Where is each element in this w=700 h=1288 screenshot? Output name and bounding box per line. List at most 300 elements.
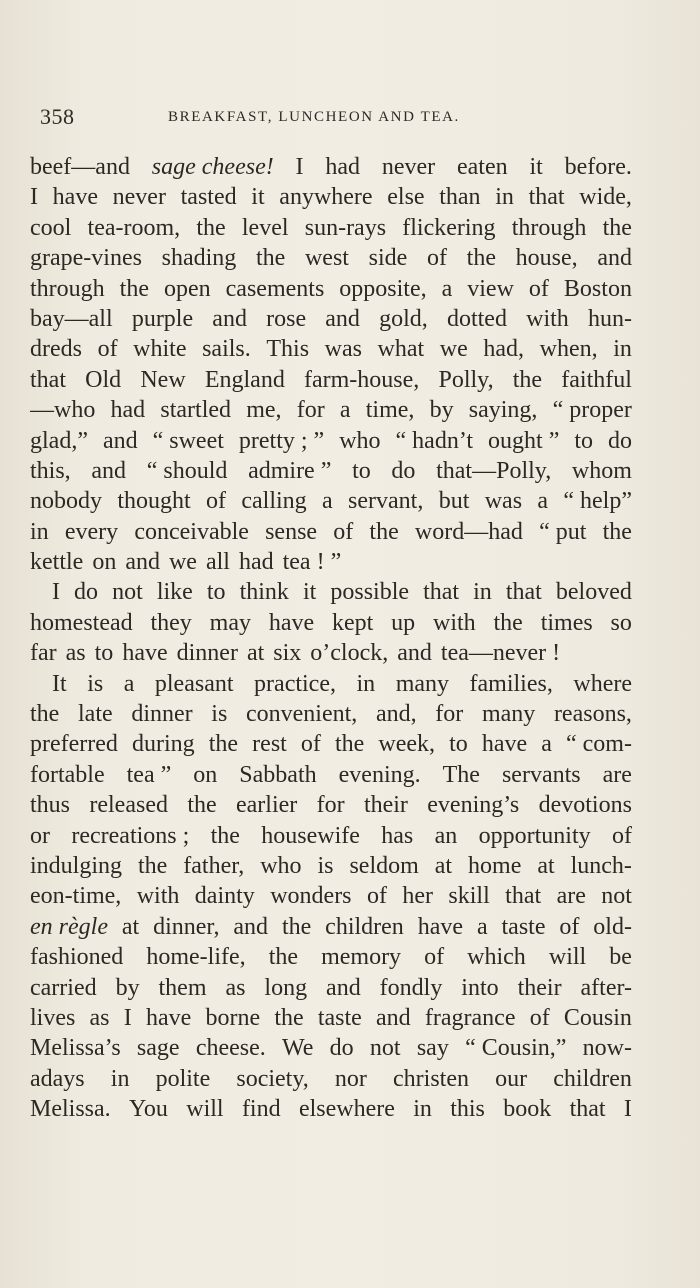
text-word: cool [30, 214, 72, 241]
text-word: taste [501, 913, 546, 940]
text-word: the [493, 609, 523, 636]
text-word: flickering [402, 214, 496, 241]
text-word: with [136, 883, 180, 910]
text-word: find [241, 1096, 281, 1123]
text-word: as [65, 640, 86, 667]
text-word: white [133, 336, 187, 363]
text-word: “ should [146, 457, 228, 484]
text-word: say [416, 1035, 449, 1062]
text-word: The [442, 761, 480, 788]
text-word: servants [501, 761, 581, 788]
text-word: through [30, 275, 105, 302]
text-word: them [158, 974, 207, 1001]
text-word: when, [539, 336, 598, 363]
text-word: purple [131, 305, 194, 332]
text-word: saying, [468, 397, 538, 424]
text-word: on [92, 549, 117, 576]
text-word: eaten [456, 154, 508, 180]
text-word: families, [469, 670, 553, 697]
text-word: wide, [579, 184, 632, 211]
text-line [30, 729, 632, 759]
running-head: BREAKFAST, LUNCHEON AND TEA. [168, 109, 460, 125]
text-word: possible [330, 579, 410, 606]
text-word: This [266, 336, 310, 363]
text-word: “ Cousin,” [465, 1035, 567, 1062]
text-word: thus [30, 792, 71, 819]
text-word: children [553, 1065, 632, 1092]
body-text [30, 152, 632, 1125]
text-word: of [206, 488, 227, 515]
text-word: whom [571, 457, 632, 484]
text-word: convenient, [245, 701, 358, 728]
text-line [30, 669, 632, 699]
text-word: it [251, 184, 265, 211]
text-line [30, 182, 632, 212]
text-word: the [137, 852, 168, 879]
text-line [30, 912, 632, 942]
page-number: 358 [40, 104, 75, 129]
text-word: is [211, 701, 228, 728]
text-word: side [368, 245, 408, 272]
text-word: dinner [176, 640, 238, 667]
text-word: “ sweet [152, 427, 224, 454]
text-word: are [556, 883, 586, 910]
text-word: rose [266, 305, 307, 332]
text-word: and [397, 640, 432, 667]
text-word: than [439, 184, 481, 211]
text-word: the [512, 366, 543, 393]
text-word: which [467, 944, 526, 971]
text-line [30, 608, 632, 638]
text-word: sense [265, 518, 318, 545]
text-line [30, 942, 632, 972]
text-word: I [30, 184, 38, 211]
text-word: the [369, 518, 399, 545]
text-word: not [369, 1035, 401, 1062]
text-word: during [132, 731, 195, 758]
text-word: a [541, 731, 552, 758]
text-word: times [540, 609, 593, 636]
text-word: England [204, 366, 285, 393]
text-word: I [123, 1004, 132, 1031]
text-word: be [609, 944, 632, 971]
text-word: to [352, 457, 371, 484]
text-word: Sabbath [239, 761, 317, 788]
text-word: of [97, 336, 118, 363]
text-word: beef—and [30, 154, 130, 180]
text-word: anywhere [279, 184, 373, 211]
text-word: wonders [270, 883, 352, 910]
text-word: their [517, 974, 562, 1001]
text-word: Cousin [563, 1004, 632, 1031]
text-word: servant, [348, 488, 424, 515]
text-line [30, 152, 632, 182]
text-word: of [611, 822, 632, 849]
text-line [30, 821, 632, 851]
text-word: had, [483, 336, 525, 363]
text-word: eon-time, [30, 883, 122, 910]
text-word: recreations ; [71, 822, 190, 849]
text-word: the [30, 701, 60, 728]
text-word: seldom [349, 852, 419, 879]
text-word: every [64, 518, 119, 545]
text-word: will [186, 1096, 224, 1123]
text-word: but [438, 488, 470, 515]
text-word: Boston [563, 275, 632, 302]
text-word: have [417, 913, 464, 940]
text-word: like [156, 579, 193, 606]
text-line [30, 1003, 632, 1033]
text-word: never [112, 184, 166, 211]
text-word: grape-vines [30, 245, 142, 272]
text-word: rest [252, 731, 287, 758]
text-word: in [413, 1096, 432, 1123]
text-word: what [377, 336, 425, 363]
text-word: the [210, 822, 240, 849]
text-word: and [325, 305, 360, 332]
text-word: where [573, 670, 632, 697]
text-word: opposite, [339, 275, 427, 302]
text-word: by [115, 974, 140, 1001]
text-word: dainty [194, 883, 255, 910]
text-word: long [264, 974, 308, 1001]
text-word: and [125, 549, 160, 576]
text-word: on [193, 761, 218, 788]
text-word: memory [321, 944, 402, 971]
text-word: of [333, 518, 354, 545]
text-word: bay—all [30, 305, 113, 332]
text-word: was [324, 336, 362, 363]
text-line [30, 790, 632, 820]
text-word: beloved [555, 579, 632, 606]
text-word: her [402, 883, 433, 910]
text-word: do [608, 427, 632, 454]
text-word: to [206, 579, 226, 606]
text-word: the [281, 913, 312, 940]
text-word: we [168, 549, 197, 576]
text-word: through [511, 214, 587, 241]
text-word: not [601, 883, 632, 910]
text-word: word—had [414, 518, 523, 545]
text-word: preferred [30, 731, 118, 758]
text-word: kettle [30, 549, 84, 576]
text-word: a [322, 488, 333, 515]
text-word: many [481, 701, 536, 728]
text-word: for [296, 397, 325, 424]
text-line [30, 881, 632, 911]
text-word: has [381, 822, 414, 849]
text-word: —who [30, 397, 96, 424]
text-line [30, 638, 632, 668]
text-word: “ help” [563, 488, 632, 515]
text-line [30, 699, 632, 729]
text-word: sun-rays [304, 214, 387, 241]
page-header [40, 104, 630, 134]
text-word: the [334, 731, 365, 758]
text-word: en règle [30, 913, 108, 940]
text-word: dinner [131, 701, 193, 728]
text-word: have [122, 640, 168, 667]
text-word: cheese. [195, 1035, 266, 1062]
text-word: evening’s [427, 792, 520, 819]
text-word: tea-room, [87, 214, 181, 241]
text-word: children [325, 913, 404, 940]
text-word: father, [183, 852, 245, 879]
text-word: evening. [338, 761, 421, 788]
text-word: many [395, 670, 450, 697]
text-word: dotted [446, 305, 507, 332]
text-word: the [602, 518, 632, 545]
text-word: carried [30, 974, 97, 1001]
text-word: view [467, 275, 514, 302]
text-word: to [574, 427, 594, 454]
text-word: dreds [30, 336, 82, 363]
text-word: do [74, 579, 99, 606]
text-word: tea—never ! [440, 640, 561, 667]
text-word: and [326, 974, 361, 1001]
text-word: glad,” [30, 427, 88, 454]
text-word: of [559, 913, 580, 940]
text-word: It [52, 670, 67, 697]
text-word: tea ! ” [282, 549, 342, 576]
text-line [30, 577, 632, 607]
text-word: devotions [538, 792, 632, 819]
text-word: home-life, [146, 944, 246, 971]
text-word: far [30, 640, 57, 667]
text-word: late [78, 701, 113, 728]
text-word: was [484, 488, 523, 515]
text-word: for [316, 792, 345, 819]
text-word: this, [30, 457, 71, 484]
text-word: level [241, 214, 289, 241]
text-word: with [526, 305, 569, 332]
text-word: We [282, 1035, 314, 1062]
text-word: before. [564, 154, 632, 180]
text-word: of [528, 275, 549, 302]
text-word: so [610, 609, 632, 636]
text-word: skill [448, 883, 490, 910]
text-word: had [325, 154, 361, 180]
text-word: is [87, 670, 104, 697]
text-word: Polly, [438, 366, 494, 393]
text-word: that [30, 366, 66, 393]
text-word: to [449, 731, 468, 758]
text-word: admire ” [248, 457, 332, 484]
text-word: do [329, 1035, 354, 1062]
text-word: New [140, 366, 186, 393]
text-word: calling [241, 488, 307, 515]
text-line [30, 456, 632, 486]
text-word: opportunity [478, 822, 591, 849]
text-word: taste [317, 1004, 362, 1031]
text-line [30, 1094, 632, 1124]
text-word: in [356, 670, 376, 697]
text-word: o’clock, [310, 640, 389, 667]
text-word: and, [375, 701, 417, 728]
text-word: startled [160, 397, 232, 424]
text-word: are [602, 761, 632, 788]
text-word: up [391, 609, 416, 636]
text-word: You [129, 1096, 168, 1123]
text-word: old- [593, 913, 632, 940]
text-word: elsewhere [298, 1096, 395, 1123]
text-word: hun- [587, 305, 632, 332]
text-word: the [255, 245, 286, 272]
text-word: into [461, 974, 499, 1001]
text-word: have [52, 184, 98, 211]
text-word: dinner, [153, 913, 220, 940]
text-word: book [503, 1096, 552, 1123]
text-word: of [300, 731, 321, 758]
text-line [30, 213, 632, 243]
text-word: in [613, 336, 632, 363]
text-word: west [304, 245, 349, 272]
text-word: with [433, 609, 476, 636]
text-word: that—Polly, [436, 457, 552, 484]
text-word: and [233, 913, 269, 940]
text-word: the [466, 245, 496, 272]
text-word: that [505, 579, 542, 606]
text-word: for [435, 701, 464, 728]
text-line [30, 760, 632, 790]
text-word: in [30, 518, 49, 545]
text-word: sage [136, 1035, 180, 1062]
text-word: released [89, 792, 168, 819]
text-word: gold, [379, 305, 428, 332]
text-word: Melissa’s [30, 1035, 121, 1062]
text-word: open [164, 275, 211, 302]
text-word: at [537, 852, 555, 879]
text-word: I [295, 154, 304, 180]
text-word: pleasant [154, 670, 234, 697]
text-word: christen [393, 1065, 470, 1092]
text-word: the [208, 731, 239, 758]
text-word: an [434, 822, 458, 849]
text-word: that [528, 184, 565, 211]
text-line [30, 1033, 632, 1063]
text-line [30, 365, 632, 395]
text-word: they [150, 609, 192, 636]
text-word: indulging [30, 852, 123, 879]
text-line [30, 547, 632, 577]
text-line [30, 973, 632, 1003]
text-line [30, 517, 632, 547]
text-word: as [225, 974, 246, 1001]
text-word: borne [205, 1004, 261, 1031]
text-line [30, 851, 632, 881]
text-word: tasted [180, 184, 237, 211]
text-word: and [597, 245, 632, 272]
text-word: that [569, 1096, 606, 1123]
text-word: society, [236, 1065, 309, 1092]
text-word: “ proper [552, 397, 632, 424]
text-word: at [246, 640, 265, 667]
text-word: after- [580, 974, 632, 1001]
text-line [30, 426, 632, 456]
text-word: sage cheese! [151, 154, 274, 180]
text-word: house, [515, 245, 578, 272]
text-word: is [317, 852, 334, 879]
text-word: else [387, 184, 425, 211]
text-word: will [548, 944, 587, 971]
text-line [30, 395, 632, 425]
text-word: ought ” [488, 427, 560, 454]
text-word: in [473, 579, 492, 606]
text-word: Old [85, 366, 122, 393]
text-word: never [381, 154, 436, 180]
text-word: as [89, 1004, 110, 1031]
text-line [30, 274, 632, 304]
text-word: by [429, 397, 454, 424]
text-word: it [302, 579, 317, 606]
text-word: lives [30, 1004, 76, 1031]
text-word: fondly [379, 974, 443, 1001]
text-word: this [450, 1096, 485, 1123]
text-word: polite [155, 1065, 211, 1092]
text-word: may [209, 609, 251, 636]
text-word: that [423, 579, 460, 606]
text-word: a [537, 488, 549, 515]
text-word: I [52, 579, 60, 606]
text-word: reasons, [553, 701, 632, 728]
text-word: me, [246, 397, 282, 424]
text-word: lunch- [570, 852, 632, 879]
text-word: of [424, 944, 445, 971]
text-word: the [196, 214, 226, 241]
text-line [30, 304, 632, 334]
text-word: it [529, 154, 543, 180]
text-word: faithful [561, 366, 632, 393]
text-word: “ hadn’t [395, 427, 474, 454]
text-word: now- [582, 1035, 632, 1062]
text-line [30, 1064, 632, 1094]
text-word: practice, [254, 670, 336, 697]
text-word: casements [225, 275, 325, 302]
text-word: tea ” [126, 761, 172, 788]
text-word: fragrance [424, 1004, 516, 1031]
text-word: that [505, 883, 542, 910]
text-word: had [238, 549, 274, 576]
text-word: “ put [539, 518, 587, 545]
text-word: we [439, 336, 468, 363]
text-word: earlier [235, 792, 298, 819]
text-word: adays [30, 1065, 85, 1092]
text-word: the [274, 1004, 304, 1031]
text-word: I [623, 1096, 632, 1123]
text-word: shading [161, 245, 237, 272]
text-word: week, [378, 731, 436, 758]
text-word: farm-house, [304, 366, 420, 393]
text-word: housewife [261, 822, 360, 849]
text-word: a [123, 670, 135, 697]
text-word: and [212, 305, 247, 332]
text-word: nor [334, 1065, 367, 1092]
text-word: at [121, 913, 140, 940]
text-word: a [476, 913, 488, 940]
text-word: not [112, 579, 143, 606]
text-word: the [119, 275, 149, 302]
text-word: nobody [30, 488, 102, 515]
text-line [30, 486, 632, 516]
text-line [30, 243, 632, 273]
text-word: have [268, 609, 315, 636]
text-word: home [468, 852, 522, 879]
text-word: had [110, 397, 146, 424]
text-word: kept [331, 609, 374, 636]
text-word: all [205, 549, 230, 576]
text-word: a [441, 275, 453, 302]
text-word: their [363, 792, 408, 819]
